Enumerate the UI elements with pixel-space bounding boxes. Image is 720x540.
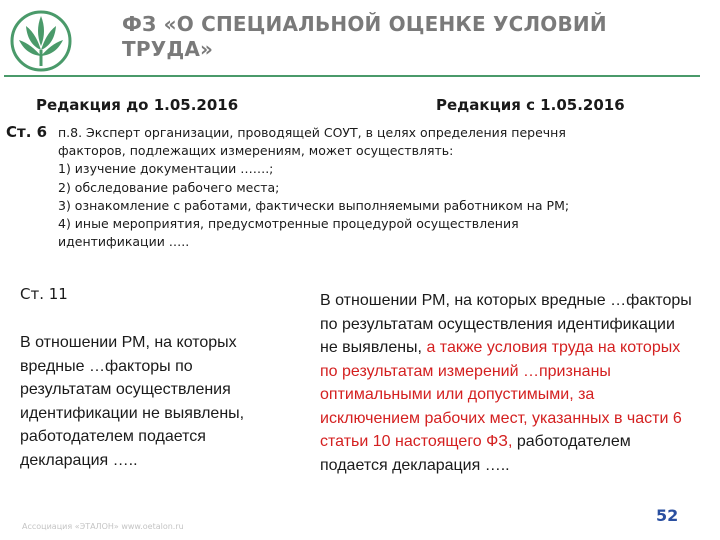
article-6-line: 1) изучение документации …….; xyxy=(58,161,274,177)
article-6-line: факторов, подлежащих измерениям, может осуществлять: xyxy=(58,143,454,159)
new-text-part: В отношении РМ, на которых вредные …факторы по результатам осуществления идентификации не выявлены, xyxy=(320,292,692,356)
new-text-highlight: а также условия труда на которых по результатам измерений …признаны оптимальными или допустимыми, за исключением рабочих мест, указанных в части 6 статьи 10 настоящего ФЗ, xyxy=(320,339,682,450)
article-6-line: 3) ознакомление с работами, фактически выполняемыми работником на РМ; xyxy=(58,197,570,213)
left-column-heading: Редакция до 1.05.2016 xyxy=(36,96,239,114)
footer-text: Ассоциация «ЭТАЛОН» www.oetalon.ru xyxy=(22,522,184,531)
right-column-heading: Редакция с 1.05.2016 xyxy=(436,96,625,114)
eco-globe-logo-icon xyxy=(10,10,72,72)
article-6-label: Ст. 6 xyxy=(6,123,48,141)
article-11-old-text: В отношении РМ, на которых вредные …факторы по результатам осуществления идентификации не выявлены, работодателем подается декларация ….. xyxy=(20,334,245,469)
article-6-line: 2) обследование рабочего места; xyxy=(58,179,280,195)
article-6-text xyxy=(58,124,698,251)
new-text-part: работодателем подается декларация ….. xyxy=(320,433,631,474)
article-6-line: идентификации ….. xyxy=(58,234,190,250)
article-11-new-text xyxy=(320,289,692,477)
slide-title: ФЗ «О СПЕЦИАЛЬНОЙ ОЦЕНКЕ УСЛОВИЙ ТРУДА» xyxy=(122,12,607,61)
title-divider xyxy=(4,75,700,77)
article-6-line: п.8. Эксперт организации, проводящей СОУТ, в целях определения перечня xyxy=(58,125,566,140)
page-number: 52 xyxy=(656,506,679,525)
article-11-label: Ст. 11 xyxy=(20,285,68,303)
article-6-line: 4) иные мероприятия, предусмотренные процедурой осуществления xyxy=(58,216,519,232)
